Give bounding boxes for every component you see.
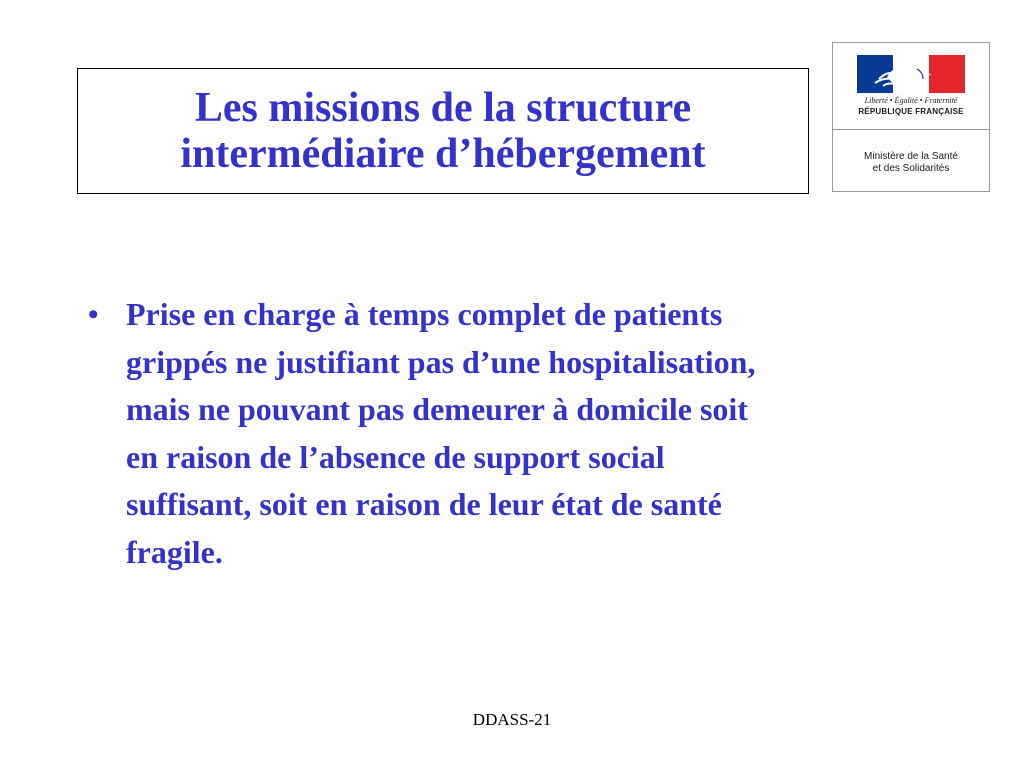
slide-title-line-2: intermédiaire d’hébergement (180, 131, 706, 177)
bullet-line-4: en raison de l’absence de support social (126, 438, 665, 475)
marianne-flag-icon (857, 55, 965, 93)
bullet-line-6: fragile. (126, 533, 223, 570)
bullet-line-1: Prise en charge à temps complet de patients (126, 296, 723, 332)
logo-ministry-line-2: et des Solidarités (872, 163, 950, 174)
republique-francaise-logo (832, 42, 990, 192)
slide-footer: DDASS-21 (472, 710, 552, 729)
logo-motto: Liberté • Égalité • Fraternité (864, 96, 958, 105)
bullet-line-2: grippés ne justifiant pas d’une hospitalisation, (126, 343, 756, 380)
logo-ministry-line-1: Ministère de la Santé (864, 151, 958, 162)
bullet-line-3: mais ne pouvant pas demeurer à domicile soit (126, 391, 748, 428)
slide-title-box (77, 68, 809, 194)
bullet-line-5: suffisant, soit en raison de leur état de santé (126, 486, 722, 523)
bullet-item (126, 291, 936, 577)
logo-republique-francaise: RÉPUBLIQUE FRANÇAISE (858, 107, 964, 116)
logo-divider (833, 129, 989, 130)
bullet-icon: • (88, 298, 99, 331)
slide-title-line-1: Les missions de la structure (194, 85, 692, 131)
